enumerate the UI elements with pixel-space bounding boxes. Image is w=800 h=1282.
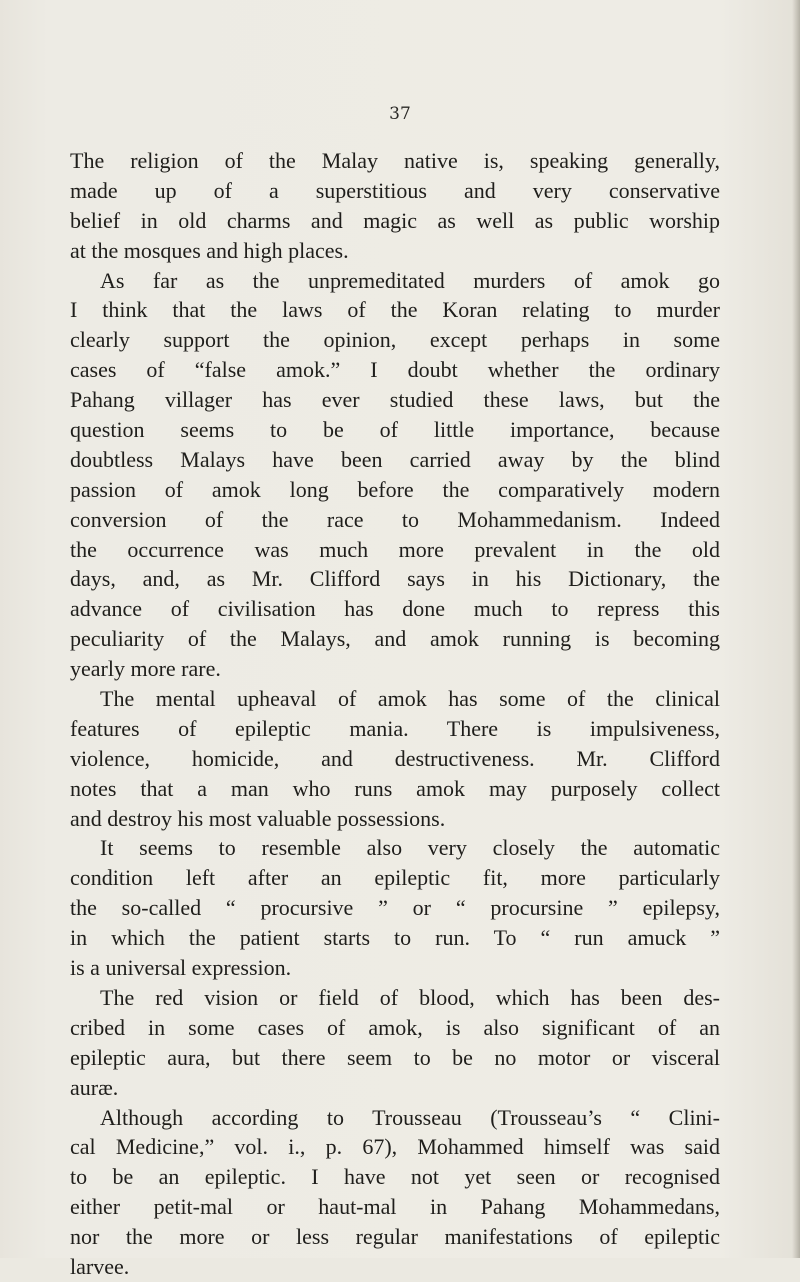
text-line: features of epileptic mania. There is impulsiveness, bbox=[70, 715, 720, 741]
text-line: days, and, as Mr. Clifford says in his Dictionary, the bbox=[70, 566, 720, 592]
text-line: yearly more rare. bbox=[70, 656, 221, 682]
text-line: to be an epileptic. I have not yet seen or recognised bbox=[70, 1164, 720, 1190]
text-line: either petit-mal or haut-mal in Pahang Mohammedans, bbox=[70, 1194, 720, 1220]
text-line: Although according to Trousseau (Trousseau’s “ Clini- bbox=[100, 1104, 720, 1130]
text-line: is a universal expression. bbox=[70, 955, 292, 981]
text-line: question seems to be of little importance, because bbox=[70, 417, 720, 443]
text-line: doubtless Malays have been carried away by the blind bbox=[70, 446, 720, 472]
text-line: the so-called “ procursive ” or “ procursine ” epilepsy, bbox=[70, 895, 720, 921]
text-line: made up of a superstitious and very conservative bbox=[70, 177, 720, 203]
text-line: I think that the laws of the Koran relating to murder bbox=[70, 297, 720, 323]
text-line: cal Medicine,” vol. i., p. 67), Mohammed himself was said bbox=[70, 1134, 720, 1160]
text-line: cases of “false amok.” I doubt whether the ordinary bbox=[70, 357, 720, 383]
text-line: The red vision or field of blood, which has been des- bbox=[100, 984, 720, 1010]
text-line: cribed in some cases of amok, is also significant of an bbox=[70, 1014, 720, 1040]
text-line: It seems to resemble also very closely the automatic bbox=[100, 835, 720, 861]
text-line: Pahang villager has ever studied these laws, but the bbox=[70, 387, 720, 413]
text-line: the occurrence was much more prevalent in the old bbox=[70, 536, 720, 562]
text-line: As far as the unpremeditated murders of amok go bbox=[100, 267, 720, 293]
text-line: The mental upheaval of amok has some of the clinical bbox=[100, 686, 720, 712]
text-line: clearly support the opinion, except perhaps in some bbox=[70, 327, 720, 353]
page-edge-shadow bbox=[792, 0, 800, 1258]
text-line: advance of civilisation has done much to repress this bbox=[70, 596, 720, 622]
body-text bbox=[70, 146, 720, 1282]
text-line: epileptic aura, but there seem to be no motor or visceral bbox=[70, 1044, 720, 1070]
text-line: peculiarity of the Malays, and amok running is becoming bbox=[70, 626, 720, 652]
text-line: violence, homicide, and destructiveness. Mr. Clifford bbox=[70, 745, 720, 771]
text-line: larvee. bbox=[70, 1253, 130, 1279]
text-line: The religion of the Malay native is, speaking generally, bbox=[70, 148, 720, 173]
page-number: 37 bbox=[389, 104, 411, 124]
text-line: at the mosques and high places. bbox=[70, 237, 349, 263]
text-line: belief in old charms and magic as well as public worship bbox=[70, 207, 720, 233]
text-line: and destroy his most valuable possessions. bbox=[70, 805, 446, 831]
text-line: passion of amok long before the comparatively modern bbox=[70, 476, 720, 502]
text-line: in which the patient starts to run. To “ run amuck ” bbox=[70, 925, 720, 951]
text-line: nor the more or less regular manifestations of epileptic bbox=[70, 1224, 720, 1250]
text-line: conversion of the race to Mohammedanism. Indeed bbox=[70, 506, 720, 532]
text-line: condition left after an epileptic fit, more particularly bbox=[70, 865, 720, 891]
text-line: notes that a man who runs amok may purposely collect bbox=[70, 775, 720, 801]
text-line: auræ. bbox=[70, 1074, 119, 1100]
